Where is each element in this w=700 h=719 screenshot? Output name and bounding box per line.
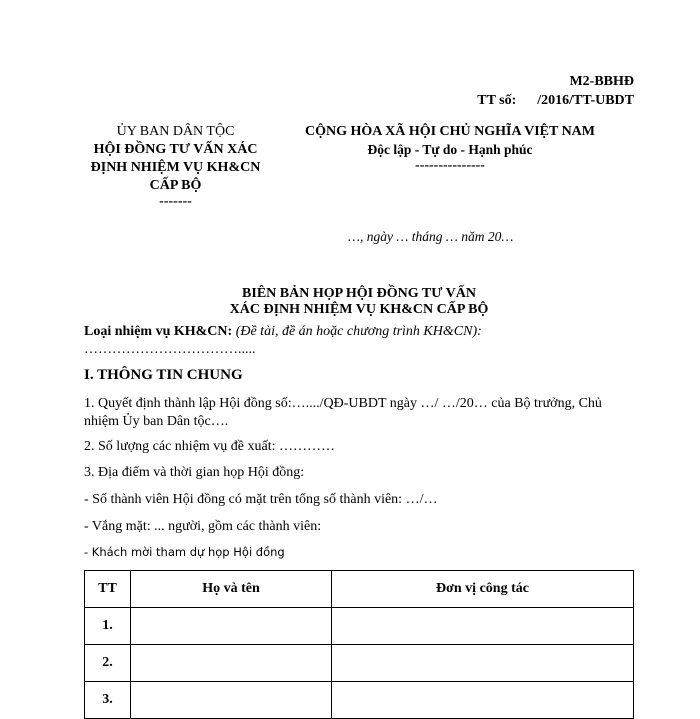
- members-present: - Số thành viên Hội đồng có mặt trên tổng số thành viên: …/…: [84, 492, 438, 507]
- org-name: ỦY BAN DÂN TỘC: [116, 124, 235, 139]
- row-unit: [332, 608, 634, 645]
- table-row: [85, 682, 634, 719]
- row-unit: [332, 682, 634, 719]
- form-code: M2-BBHĐ: [569, 74, 634, 89]
- table-row: [85, 608, 634, 645]
- council-line3: CẤP BỘ: [149, 178, 202, 193]
- guests-line: - Khách mời tham dự họp Hội đồng: [84, 545, 285, 559]
- header-name: Họ và tên: [131, 571, 332, 608]
- council-line1: HỘI ĐỒNG TƯ VẤN XÁC: [93, 142, 258, 157]
- task-type-dots: …………………………….....: [84, 342, 256, 357]
- council-line2: ĐỊNH NHIỆM VỤ KH&CN: [90, 160, 261, 175]
- row-name: [131, 645, 332, 682]
- table-row: [85, 645, 634, 682]
- item2: 2. Số lượng các nhiệm vụ đề xuất: …………: [84, 439, 336, 454]
- nation-name: CỘNG HÒA XÃ HỘI CHỦ NGHĨA VIỆT NAM: [304, 124, 595, 139]
- header-unit: Đơn vị công tác: [332, 571, 634, 608]
- date-line: …, ngày … tháng … năm 20…: [348, 229, 514, 244]
- table-header-row: [85, 571, 634, 608]
- row-tt: 1.: [85, 608, 131, 645]
- task-type-hint: (Đề tài, đề án hoặc chương trình KH&CN):: [232, 324, 482, 339]
- row-unit: [332, 645, 634, 682]
- right-divider: ---------------: [415, 158, 485, 173]
- absent-members: - Vắng mặt: ... người, gồm các thành viên:: [84, 519, 322, 534]
- item1-line1: 1. Quyết định thành lập Hội đồng số:…..../QĐ-UBDT ngày …/ …/20… của Bộ trưởng, Chủ: [84, 396, 602, 411]
- row-name: [131, 608, 332, 645]
- header-tt: TT: [85, 571, 131, 608]
- row-tt: 2.: [85, 645, 131, 682]
- left-divider: -------: [159, 194, 192, 209]
- task-type-label: Loại nhiệm vụ KH&CN:: [84, 324, 233, 339]
- document-title-line2: XÁC ĐỊNH NHIỆM VỤ KH&CN CẤP BỘ: [229, 302, 489, 317]
- guest-table: [84, 570, 634, 719]
- document-title-line1: BIÊN BẢN HỌP HỘI ĐỒNG TƯ VẤN: [242, 286, 476, 301]
- task-type-line: [84, 324, 482, 340]
- item1-line2: nhiệm Ủy ban Dân tộc….: [84, 414, 229, 429]
- row-name: [131, 682, 332, 719]
- row-tt: 3.: [85, 682, 131, 719]
- item3: 3. Địa điểm và thời gian họp Hội đồng:: [84, 465, 305, 480]
- section1-title: I. THÔNG TIN CHUNG: [84, 367, 243, 383]
- circular-number: TT số: /2016/TT-UBDT: [477, 93, 634, 108]
- national-motto: Độc lập - Tự do - Hạnh phúc: [367, 142, 533, 157]
